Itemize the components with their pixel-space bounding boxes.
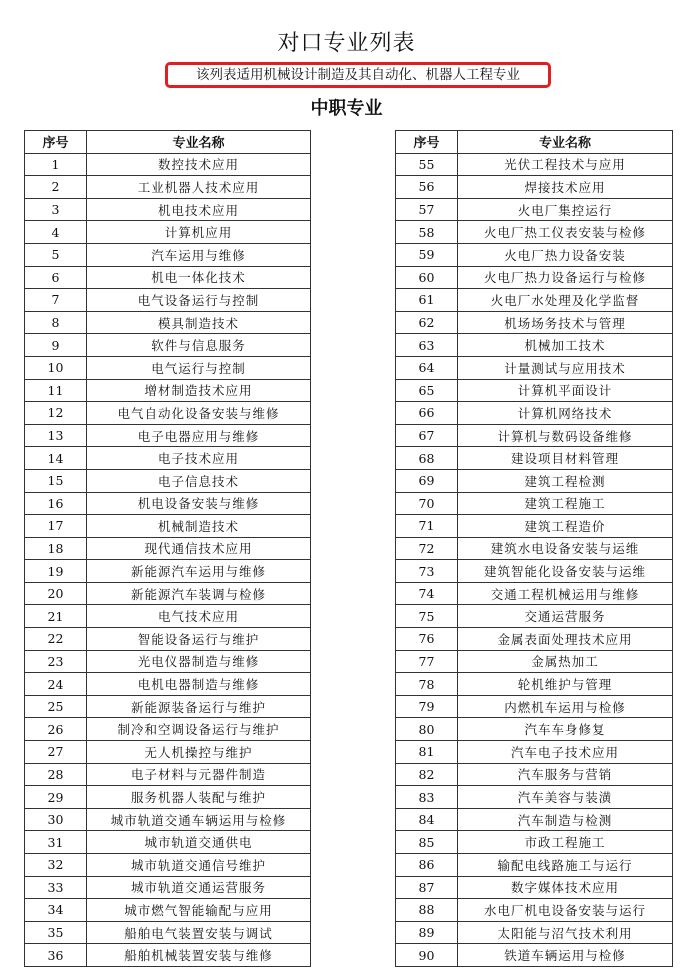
serial-number-cell: 28 — [25, 763, 87, 786]
table-row — [396, 944, 673, 967]
table-row — [25, 311, 311, 334]
serial-number-cell: 19 — [25, 560, 87, 583]
table-row — [396, 334, 673, 357]
table-row — [396, 650, 673, 673]
serial-number-cell: 25 — [25, 695, 87, 718]
serial-number-cell: 9 — [25, 334, 87, 357]
serial-number-cell: 10 — [25, 356, 87, 379]
major-name-cell: 城市轨道交通运营服务 — [87, 876, 311, 899]
major-name-cell: 交通工程机械运用与维修 — [458, 582, 673, 605]
serial-number-cell: 7 — [25, 289, 87, 312]
major-name-cell: 机械加工技术 — [458, 334, 673, 357]
serial-number-cell: 77 — [396, 650, 458, 673]
table-row — [396, 469, 673, 492]
serial-number-cell: 65 — [396, 379, 458, 402]
major-name-cell: 计算机与数码设备维修 — [458, 424, 673, 447]
major-name-cell: 电气运行与控制 — [87, 356, 311, 379]
header-serial-number: 序号 — [396, 131, 458, 154]
major-name-cell: 计算机网络技术 — [458, 402, 673, 425]
major-name-cell: 铁道车辆运用与检修 — [458, 944, 673, 967]
serial-number-cell: 64 — [396, 356, 458, 379]
table-row — [25, 876, 311, 899]
serial-number-cell: 55 — [396, 153, 458, 176]
table-row — [396, 379, 673, 402]
major-name-cell: 数字媒体技术应用 — [458, 876, 673, 899]
major-name-cell: 光电仪器制造与维修 — [87, 650, 311, 673]
table-row — [25, 763, 311, 786]
table-row — [25, 582, 311, 605]
table-row — [396, 876, 673, 899]
serial-number-cell: 30 — [25, 808, 87, 831]
serial-number-cell: 34 — [25, 899, 87, 922]
serial-number-cell: 70 — [396, 492, 458, 515]
major-name-cell: 电子电器应用与维修 — [87, 424, 311, 447]
table-row — [396, 899, 673, 922]
major-name-cell: 电子信息技术 — [87, 469, 311, 492]
table-row — [25, 673, 311, 696]
table-row — [396, 695, 673, 718]
serial-number-cell: 14 — [25, 447, 87, 470]
serial-number-cell: 23 — [25, 650, 87, 673]
table-row — [396, 198, 673, 221]
serial-number-cell: 81 — [396, 741, 458, 764]
major-name-cell: 汽车车身修复 — [458, 718, 673, 741]
table-row — [25, 515, 311, 538]
table-row — [25, 628, 311, 651]
table-row — [25, 854, 311, 877]
table-row — [396, 718, 673, 741]
table-row — [25, 492, 311, 515]
serial-number-cell: 15 — [25, 469, 87, 492]
major-table-left — [24, 130, 311, 967]
serial-number-cell: 58 — [396, 221, 458, 244]
serial-number-cell: 1 — [25, 153, 87, 176]
table-row — [25, 289, 311, 312]
major-name-cell: 建筑水电设备安装与运维 — [458, 537, 673, 560]
table-row — [396, 153, 673, 176]
table-row — [25, 741, 311, 764]
major-name-cell: 建筑工程检测 — [458, 469, 673, 492]
major-table-right — [395, 130, 673, 967]
serial-number-cell: 6 — [25, 266, 87, 289]
applicability-notice: 该列表适用机械设计制造及其自动化、机器人工程专业 — [165, 62, 551, 88]
major-name-cell: 新能源装备运行与维护 — [87, 695, 311, 718]
table-row — [25, 153, 311, 176]
table-row — [396, 515, 673, 538]
serial-number-cell: 63 — [396, 334, 458, 357]
major-name-cell: 增材制造技术应用 — [87, 379, 311, 402]
major-name-cell: 电气设备运行与控制 — [87, 289, 311, 312]
major-name-cell: 城市轨道交通车辆运用与检修 — [87, 808, 311, 831]
major-name-cell: 水电厂机电设备安装与运行 — [458, 899, 673, 922]
serial-number-cell: 13 — [25, 424, 87, 447]
table-row — [396, 560, 673, 583]
table-row — [25, 718, 311, 741]
table-row — [25, 447, 311, 470]
serial-number-cell: 26 — [25, 718, 87, 741]
major-name-cell: 金属热加工 — [458, 650, 673, 673]
table-row — [25, 334, 311, 357]
major-name-cell: 计算机平面设计 — [458, 379, 673, 402]
table-row — [396, 628, 673, 651]
section-subtitle: 中职专业 — [310, 98, 383, 119]
table-header-row — [25, 131, 311, 154]
table-row — [396, 447, 673, 470]
major-name-cell: 建筑工程施工 — [458, 492, 673, 515]
major-name-cell: 市政工程施工 — [458, 831, 673, 854]
table-row — [25, 921, 311, 944]
serial-number-cell: 85 — [396, 831, 458, 854]
major-name-cell: 电机电器制造与维修 — [87, 673, 311, 696]
serial-number-cell: 16 — [25, 492, 87, 515]
table-row — [25, 786, 311, 809]
major-name-cell: 交通运营服务 — [458, 605, 673, 628]
major-name-cell: 计量测试与应用技术 — [458, 356, 673, 379]
table-row — [25, 402, 311, 425]
major-name-cell: 船舶机械装置安装与维修 — [87, 944, 311, 967]
major-name-cell: 服务机器人装配与维护 — [87, 786, 311, 809]
serial-number-cell: 88 — [396, 899, 458, 922]
major-name-cell: 汽车电子技术应用 — [458, 741, 673, 764]
table-row — [396, 582, 673, 605]
serial-number-cell: 87 — [396, 876, 458, 899]
serial-number-cell: 90 — [396, 944, 458, 967]
table-row — [25, 560, 311, 583]
page-title: 对口专业列表 — [277, 31, 416, 56]
serial-number-cell: 2 — [25, 176, 87, 199]
table-row — [396, 537, 673, 560]
table-row — [25, 944, 311, 967]
major-name-cell: 船舶电气装置安装与调试 — [87, 921, 311, 944]
serial-number-cell: 82 — [396, 763, 458, 786]
table-row — [25, 243, 311, 266]
table-row — [396, 424, 673, 447]
serial-number-cell: 59 — [396, 243, 458, 266]
serial-number-cell: 8 — [25, 311, 87, 334]
major-name-cell: 机械制造技术 — [87, 515, 311, 538]
table-row — [396, 605, 673, 628]
major-name-cell: 智能设备运行与维护 — [87, 628, 311, 651]
table-row — [25, 356, 311, 379]
major-name-cell: 输配电线路施工与运行 — [458, 854, 673, 877]
serial-number-cell: 74 — [396, 582, 458, 605]
serial-number-cell: 33 — [25, 876, 87, 899]
serial-number-cell: 66 — [396, 402, 458, 425]
serial-number-cell: 18 — [25, 537, 87, 560]
table-row — [25, 198, 311, 221]
table-row — [396, 831, 673, 854]
serial-number-cell: 22 — [25, 628, 87, 651]
serial-number-cell: 32 — [25, 854, 87, 877]
major-name-cell: 火电厂集控运行 — [458, 198, 673, 221]
serial-number-cell: 67 — [396, 424, 458, 447]
header-major-name: 专业名称 — [87, 131, 311, 154]
major-name-cell: 火电厂热力设备运行与检修 — [458, 266, 673, 289]
table-row — [25, 695, 311, 718]
serial-number-cell: 60 — [396, 266, 458, 289]
serial-number-cell: 11 — [25, 379, 87, 402]
serial-number-cell: 29 — [25, 786, 87, 809]
major-name-cell: 建筑智能化设备安装与运维 — [458, 560, 673, 583]
serial-number-cell: 72 — [396, 537, 458, 560]
table-row — [25, 605, 311, 628]
table-row — [396, 402, 673, 425]
serial-number-cell: 84 — [396, 808, 458, 831]
major-name-cell: 电子技术应用 — [87, 447, 311, 470]
major-name-cell: 太阳能与沼气技术利用 — [458, 921, 673, 944]
table-row — [396, 808, 673, 831]
major-name-cell: 数控技术应用 — [87, 153, 311, 176]
table-row — [396, 243, 673, 266]
serial-number-cell: 3 — [25, 198, 87, 221]
serial-number-cell: 80 — [396, 718, 458, 741]
table-row — [396, 176, 673, 199]
major-name-cell: 机电设备安装与维修 — [87, 492, 311, 515]
table-row — [25, 469, 311, 492]
major-name-cell: 火电厂热工仪表安装与检修 — [458, 221, 673, 244]
serial-number-cell: 4 — [25, 221, 87, 244]
major-name-cell: 汽车美容与装潢 — [458, 786, 673, 809]
serial-number-cell: 76 — [396, 628, 458, 651]
table-row — [396, 763, 673, 786]
table-row — [396, 786, 673, 809]
major-name-cell: 模具制造技术 — [87, 311, 311, 334]
header-major-name: 专业名称 — [458, 131, 673, 154]
serial-number-cell: 62 — [396, 311, 458, 334]
table-row — [396, 289, 673, 312]
serial-number-cell: 27 — [25, 741, 87, 764]
table-row — [25, 379, 311, 402]
serial-number-cell: 17 — [25, 515, 87, 538]
major-name-cell: 汽车运用与维修 — [87, 243, 311, 266]
serial-number-cell: 78 — [396, 673, 458, 696]
major-name-cell: 现代通信技术应用 — [87, 537, 311, 560]
major-name-cell: 软件与信息服务 — [87, 334, 311, 357]
table-row — [25, 537, 311, 560]
major-name-cell: 火电厂水处理及化学监督 — [458, 289, 673, 312]
table-header-row — [396, 131, 673, 154]
major-name-cell: 内燃机车运用与检修 — [458, 695, 673, 718]
major-name-cell: 城市轨道交通供电 — [87, 831, 311, 854]
major-name-cell: 机电一体化技术 — [87, 266, 311, 289]
major-name-cell: 机电技术应用 — [87, 198, 311, 221]
serial-number-cell: 89 — [396, 921, 458, 944]
major-name-cell: 电气技术应用 — [87, 605, 311, 628]
serial-number-cell: 83 — [396, 786, 458, 809]
table-row — [396, 266, 673, 289]
serial-number-cell: 73 — [396, 560, 458, 583]
serial-number-cell: 35 — [25, 921, 87, 944]
serial-number-cell: 21 — [25, 605, 87, 628]
major-name-cell: 金属表面处理技术应用 — [458, 628, 673, 651]
serial-number-cell: 12 — [25, 402, 87, 425]
serial-number-cell: 75 — [396, 605, 458, 628]
serial-number-cell: 5 — [25, 243, 87, 266]
table-row — [396, 921, 673, 944]
major-name-cell: 城市轨道交通信号维护 — [87, 854, 311, 877]
table-row — [396, 741, 673, 764]
table-row — [396, 673, 673, 696]
serial-number-cell: 79 — [396, 695, 458, 718]
major-name-cell: 电气自动化设备安装与维修 — [87, 402, 311, 425]
major-name-cell: 焊接技术应用 — [458, 176, 673, 199]
major-name-cell: 建筑工程造价 — [458, 515, 673, 538]
major-name-cell: 建设项目材料管理 — [458, 447, 673, 470]
table-row — [25, 176, 311, 199]
table-row — [396, 221, 673, 244]
serial-number-cell: 69 — [396, 469, 458, 492]
major-name-cell: 机场场务技术与管理 — [458, 311, 673, 334]
serial-number-cell: 86 — [396, 854, 458, 877]
major-name-cell: 工业机器人技术应用 — [87, 176, 311, 199]
serial-number-cell: 71 — [396, 515, 458, 538]
major-name-cell: 无人机操控与维护 — [87, 741, 311, 764]
table-row — [25, 831, 311, 854]
major-name-cell: 汽车服务与营销 — [458, 763, 673, 786]
table-row — [25, 808, 311, 831]
serial-number-cell: 36 — [25, 944, 87, 967]
table-row — [25, 650, 311, 673]
table-row — [396, 492, 673, 515]
serial-number-cell: 20 — [25, 582, 87, 605]
major-name-cell: 新能源汽车运用与维修 — [87, 560, 311, 583]
major-name-cell: 城市燃气智能输配与应用 — [87, 899, 311, 922]
serial-number-cell: 24 — [25, 673, 87, 696]
major-name-cell: 轮机维护与管理 — [458, 673, 673, 696]
major-name-cell: 光伏工程技术与应用 — [458, 153, 673, 176]
serial-number-cell: 68 — [396, 447, 458, 470]
table-row — [25, 221, 311, 244]
major-name-cell: 火电厂热力设备安装 — [458, 243, 673, 266]
table-row — [396, 311, 673, 334]
table-row — [25, 266, 311, 289]
table-row — [25, 899, 311, 922]
serial-number-cell: 57 — [396, 198, 458, 221]
serial-number-cell: 31 — [25, 831, 87, 854]
major-name-cell: 计算机应用 — [87, 221, 311, 244]
table-row — [25, 424, 311, 447]
major-name-cell: 制冷和空调设备运行与维护 — [87, 718, 311, 741]
table-row — [396, 854, 673, 877]
serial-number-cell: 56 — [396, 176, 458, 199]
major-name-cell: 新能源汽车装调与检修 — [87, 582, 311, 605]
header-serial-number: 序号 — [25, 131, 87, 154]
serial-number-cell: 61 — [396, 289, 458, 312]
major-name-cell: 电子材料与元器件制造 — [87, 763, 311, 786]
table-row — [396, 356, 673, 379]
major-name-cell: 汽车制造与检测 — [458, 808, 673, 831]
